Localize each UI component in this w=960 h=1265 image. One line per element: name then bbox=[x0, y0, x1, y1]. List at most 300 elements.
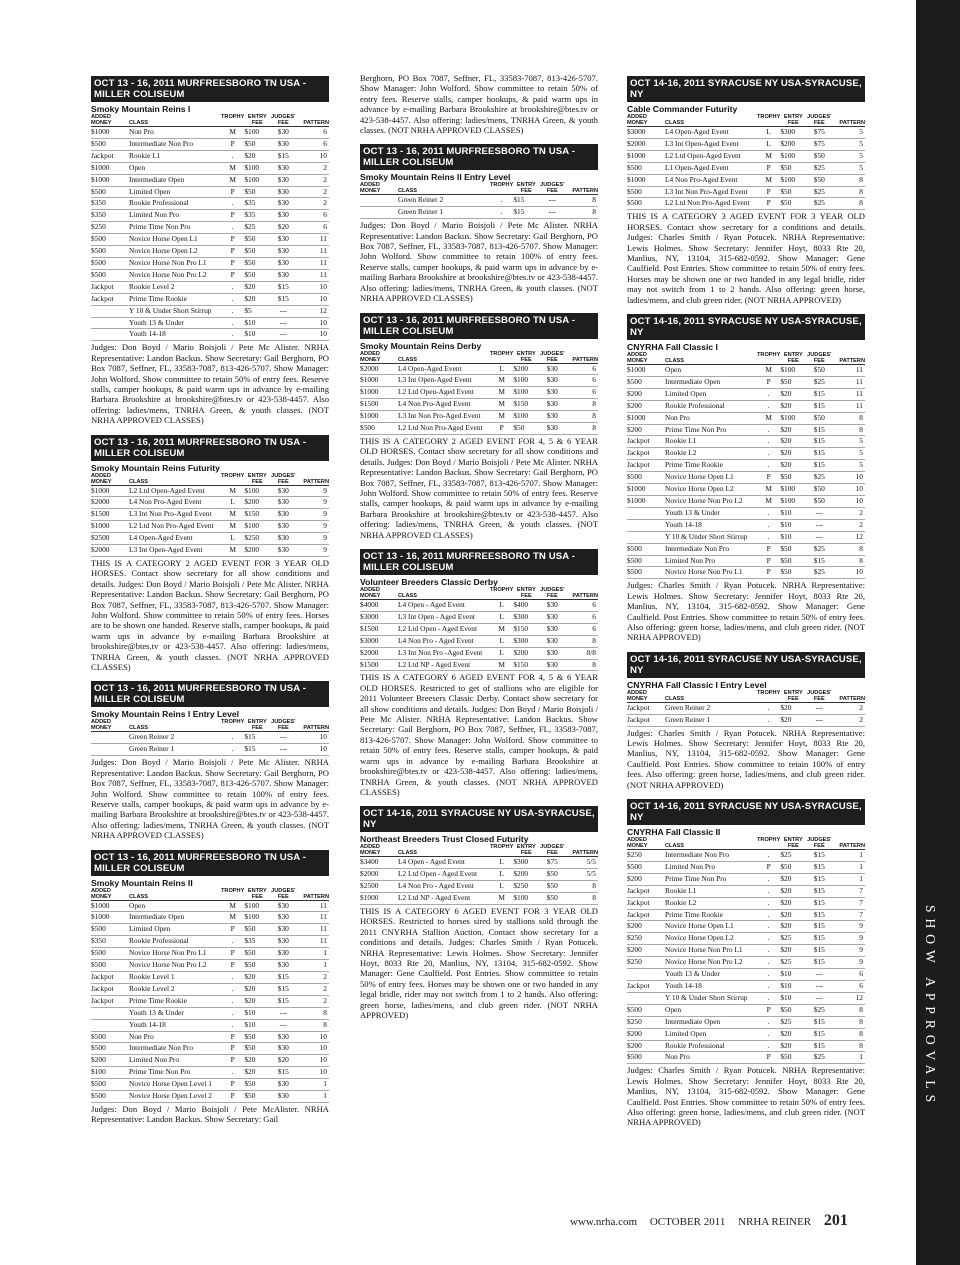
class-name: L2 Ltd Non Pro-Aged Event bbox=[398, 423, 490, 435]
entry-fee: $20 bbox=[780, 873, 806, 885]
col-head-trophy: TROPHY bbox=[221, 114, 245, 120]
judges-fee: $75 bbox=[539, 857, 565, 869]
pattern: 6 bbox=[296, 210, 329, 222]
col-head-pattern: PATTERN bbox=[296, 894, 329, 901]
col-head-entry-fee: FEE bbox=[244, 120, 270, 127]
added-money bbox=[91, 305, 129, 317]
pattern: 10 bbox=[296, 1031, 329, 1043]
added-money: $1000 bbox=[360, 375, 398, 387]
judges-fee: $15 bbox=[806, 424, 832, 436]
col-head-entry-fee: FEE bbox=[244, 894, 270, 901]
entry-fee: $50 bbox=[513, 423, 539, 435]
added-money: $100 bbox=[91, 1067, 129, 1079]
trophy: . bbox=[757, 909, 780, 921]
pattern: 8 bbox=[565, 659, 598, 671]
added-money: $200 bbox=[627, 400, 665, 412]
entry-fee: $20 bbox=[780, 436, 806, 448]
added-money: $500 bbox=[627, 198, 665, 210]
class-name: Limited Open bbox=[665, 388, 757, 400]
class-name: L2 Ltd Open - Aged Event bbox=[398, 623, 490, 635]
class-name: Youth 13 & Under bbox=[129, 1007, 221, 1019]
added-money: $3000 bbox=[627, 127, 665, 139]
trophy: . bbox=[221, 150, 244, 162]
show-title: Cable Commander Futurity bbox=[627, 104, 738, 114]
table-row bbox=[627, 150, 865, 162]
page-number: 201 bbox=[823, 1212, 848, 1229]
judges-fee: $30 bbox=[270, 246, 296, 258]
pattern: 9 bbox=[296, 545, 329, 557]
entry-fee: $100 bbox=[780, 484, 806, 496]
entry-fee: $20 bbox=[244, 995, 270, 1007]
column-2 bbox=[360, 72, 598, 1029]
entry-fee: $50 bbox=[780, 543, 806, 555]
show-title: CNYRHA Fall Classic II bbox=[627, 827, 721, 837]
class-name: Novice Horse Open Level 1 bbox=[129, 1079, 221, 1091]
trophy: L bbox=[490, 647, 513, 659]
pattern: 5 bbox=[832, 448, 865, 460]
judges-fee: $30 bbox=[270, 497, 296, 509]
entry-fee: $100 bbox=[780, 495, 806, 507]
trophy: L bbox=[221, 497, 244, 509]
col-head-money: MONEY bbox=[360, 593, 398, 600]
pattern: 2 bbox=[832, 507, 865, 519]
pattern: 6 bbox=[296, 138, 329, 150]
class-name: L3 Int Non Pro -Aged Event bbox=[398, 647, 490, 659]
entry-fee: $10 bbox=[244, 329, 270, 341]
table-row bbox=[627, 1052, 865, 1064]
judges-fee: $15 bbox=[806, 1016, 832, 1028]
col-head-class: CLASS bbox=[665, 358, 757, 365]
col-head-judges-fee: FEE bbox=[270, 725, 296, 732]
added-money: Jackpot bbox=[627, 436, 665, 448]
class-name: Rookie Professional bbox=[665, 400, 757, 412]
col-head-class: CLASS bbox=[665, 120, 757, 127]
judges-fee: --- bbox=[539, 195, 565, 207]
trophy: . bbox=[757, 957, 780, 969]
judges-fee: $25 bbox=[806, 186, 832, 198]
col-head-pattern: PATTERN bbox=[296, 479, 329, 486]
entry-fee: $50 bbox=[244, 1091, 270, 1103]
col-head-judges: JUDGES' bbox=[540, 182, 565, 189]
entry-fee: $10 bbox=[780, 531, 806, 543]
pattern: 1 bbox=[296, 1079, 329, 1091]
col-head-pattern: PATTERN bbox=[832, 120, 865, 127]
judges-fee: $25 bbox=[806, 472, 832, 484]
entry-fee: $150 bbox=[513, 399, 539, 411]
judges-fee: $15 bbox=[806, 909, 832, 921]
show-details: Judges: Don Boyd / Mario Boisjoli / Pete Mc Alister. NRHA Representative: Landon Backus. Show Secretary: Gail Berghorn, PO Box 7087, Seffner, FL, 33583-7087, 813-426-5707. Show Manager: John Wolford. Show committee to retain 100% of entry fees. Reserve stalls, camper hookups, & paid warm ups in advance by e-mailing Barbara Brookshire at brookshire@btes.tv or 423-538-4457. Also offering: ladies/mens, TNRHA Green, & youth classes. (NOT NRHA APPROVED CLASSES) bbox=[91, 757, 329, 841]
table-row bbox=[627, 567, 865, 579]
table-row bbox=[91, 1067, 329, 1079]
added-money: $1000 bbox=[91, 912, 129, 924]
trophy: L bbox=[490, 881, 513, 893]
added-money: Jackpot bbox=[91, 983, 129, 995]
footer-issue: OCTOBER 2011 bbox=[649, 1216, 726, 1228]
col-head-added: ADDED bbox=[360, 350, 380, 357]
show-title: Smoky Mountain Reins Derby bbox=[360, 340, 482, 351]
added-money: $4000 bbox=[360, 600, 398, 612]
show-listing bbox=[91, 850, 329, 1125]
table-row bbox=[627, 472, 865, 484]
entry-fee: $100 bbox=[244, 521, 270, 533]
added-money: $500 bbox=[91, 1031, 129, 1043]
class-name: Green Reiner 2 bbox=[129, 732, 221, 744]
table-row bbox=[627, 1040, 865, 1052]
table-row bbox=[360, 611, 598, 623]
added-money: $2000 bbox=[360, 647, 398, 659]
entry-fee: $10 bbox=[780, 992, 806, 1004]
judges-fee: $30 bbox=[539, 623, 565, 635]
judges-fee: $30 bbox=[270, 900, 296, 912]
table-row bbox=[91, 983, 329, 995]
col-head-entry: ENTRY bbox=[783, 114, 803, 120]
class-name: Youth 14-18 bbox=[665, 980, 757, 992]
trophy: . bbox=[757, 1028, 780, 1040]
page-footer bbox=[570, 1212, 848, 1230]
class-name: L2 Ltd Non Pro-Aged Event bbox=[129, 521, 221, 533]
trophy: . bbox=[221, 293, 244, 305]
judges-fee: $30 bbox=[270, 924, 296, 936]
table-row bbox=[627, 376, 865, 388]
judges-fee: $15 bbox=[806, 897, 832, 909]
judges-fee: $30 bbox=[270, 1043, 296, 1055]
entry-fee: $20 bbox=[244, 971, 270, 983]
added-money: $200 bbox=[627, 388, 665, 400]
class-table bbox=[360, 182, 598, 219]
trophy: P bbox=[757, 555, 780, 567]
trophy: P bbox=[221, 246, 244, 258]
trophy: . bbox=[221, 995, 244, 1007]
pattern: 9 bbox=[832, 945, 865, 957]
pattern: 8 bbox=[565, 399, 598, 411]
entry-fee: $100 bbox=[244, 174, 270, 186]
pattern: 2 bbox=[296, 983, 329, 995]
trophy: P bbox=[221, 1055, 244, 1067]
trophy: P bbox=[221, 1031, 244, 1043]
judges-fee: $30 bbox=[539, 611, 565, 623]
pattern: 8 bbox=[565, 635, 598, 647]
judges-fee: $50 bbox=[806, 495, 832, 507]
show-header: OCT 14-16, 2011 SYRACUSE NY USA-SYRACUSE, NY bbox=[627, 314, 865, 340]
trophy: . bbox=[757, 945, 780, 957]
show-listing bbox=[360, 73, 598, 135]
trophy: . bbox=[490, 207, 513, 219]
col-head-added: ADDED bbox=[360, 587, 380, 593]
col-head-added: ADDED bbox=[360, 182, 380, 189]
pattern: 5/5 bbox=[565, 869, 598, 881]
class-name: Prime Time Rookie bbox=[665, 460, 757, 472]
col-head-added: ADDED bbox=[627, 352, 647, 358]
class-name: L2 Ltd Open-Aged Event bbox=[129, 485, 221, 497]
trophy: M bbox=[757, 484, 780, 496]
entry-fee: $100 bbox=[513, 387, 539, 399]
table-row bbox=[627, 460, 865, 472]
entry-fee: $50 bbox=[244, 1031, 270, 1043]
show-listing bbox=[627, 314, 865, 643]
show-listing bbox=[360, 313, 598, 541]
entry-fee: $100 bbox=[780, 365, 806, 377]
class-name: Intermediate Open bbox=[129, 912, 221, 924]
table-row bbox=[627, 969, 865, 981]
judges-fee: $30 bbox=[270, 138, 296, 150]
pattern: 9 bbox=[832, 933, 865, 945]
class-name: Novice Horse Open L2 bbox=[665, 933, 757, 945]
added-money bbox=[360, 207, 398, 219]
added-money: $1500 bbox=[360, 623, 398, 635]
pattern: 8 bbox=[832, 198, 865, 210]
judges-fee: $50 bbox=[806, 150, 832, 162]
col-head-added: ADDED bbox=[627, 689, 647, 696]
table-row bbox=[91, 485, 329, 497]
judges-fee: $15 bbox=[806, 921, 832, 933]
col-head-added: ADDED bbox=[627, 837, 647, 843]
judges-fee: $15 bbox=[270, 995, 296, 1007]
entry-fee: $50 bbox=[244, 948, 270, 960]
entry-fee: $35 bbox=[244, 210, 270, 222]
added-money bbox=[91, 732, 129, 744]
entry-fee: $100 bbox=[244, 162, 270, 174]
entry-fee: $50 bbox=[244, 1079, 270, 1091]
col-head-pattern: PATTERN bbox=[565, 593, 598, 600]
judges-fee: --- bbox=[806, 969, 832, 981]
entry-fee: $50 bbox=[780, 162, 806, 174]
pattern: 6 bbox=[832, 969, 865, 981]
pattern: 1 bbox=[832, 1052, 865, 1064]
judges-fee: $30 bbox=[270, 210, 296, 222]
entry-fee: $50 bbox=[780, 472, 806, 484]
col-head-money: MONEY bbox=[360, 357, 398, 364]
table-row bbox=[627, 850, 865, 862]
class-name: Non Pro bbox=[665, 1052, 757, 1064]
show-title: Smoky Mountain Reins II Entry Level bbox=[360, 172, 511, 183]
trophy: . bbox=[757, 460, 780, 472]
entry-fee: $100 bbox=[244, 900, 270, 912]
pattern: 8 bbox=[832, 1016, 865, 1028]
pattern: 10 bbox=[296, 732, 329, 744]
added-money: $500 bbox=[627, 555, 665, 567]
class-name: Green Reiner 2 bbox=[398, 195, 490, 207]
col-head-added: ADDED bbox=[91, 472, 111, 479]
judges-fee: $25 bbox=[806, 162, 832, 174]
trophy: M bbox=[757, 150, 780, 162]
class-name: L3 Int Non Pro-Aged Event bbox=[398, 411, 490, 423]
table-row bbox=[91, 150, 329, 162]
trophy: . bbox=[757, 424, 780, 436]
judges-fee: --- bbox=[806, 702, 832, 714]
pattern: 10 bbox=[832, 567, 865, 579]
entry-fee: $300 bbox=[513, 635, 539, 647]
added-money: Jackpot bbox=[91, 150, 129, 162]
judges-fee: $15 bbox=[806, 850, 832, 862]
pattern: 2 bbox=[296, 995, 329, 1007]
table-row bbox=[627, 424, 865, 436]
pattern: 5 bbox=[832, 138, 865, 150]
table-row bbox=[91, 1007, 329, 1019]
show-listing bbox=[627, 799, 865, 1128]
entry-fee: $10 bbox=[780, 519, 806, 531]
col-head-class: CLASS bbox=[665, 843, 757, 850]
trophy: M bbox=[490, 893, 513, 905]
show-listing bbox=[360, 549, 598, 797]
col-head-entry-fee: FEE bbox=[780, 843, 806, 850]
col-head-money: MONEY bbox=[91, 725, 129, 732]
trophy: P bbox=[757, 1004, 780, 1016]
trophy: P bbox=[221, 138, 244, 150]
class-name: Prime Time Rookie bbox=[129, 995, 221, 1007]
added-money: $250 bbox=[627, 957, 665, 969]
footer-url[interactable]: www.nrha.com bbox=[570, 1216, 638, 1228]
entry-fee: $10 bbox=[244, 1007, 270, 1019]
trophy: M bbox=[757, 365, 780, 377]
entry-fee: $100 bbox=[513, 375, 539, 387]
pattern: 5 bbox=[832, 436, 865, 448]
table-row bbox=[91, 198, 329, 210]
table-row bbox=[360, 635, 598, 647]
added-money: $500 bbox=[91, 948, 129, 960]
col-head-trophy: TROPHY bbox=[757, 837, 781, 843]
col-head-entry-fee: FEE bbox=[244, 479, 270, 486]
judges-fee: $15 bbox=[806, 873, 832, 885]
added-money: $1000 bbox=[91, 174, 129, 186]
table-row bbox=[627, 957, 865, 969]
column-1 bbox=[91, 76, 329, 1134]
trophy: . bbox=[221, 329, 244, 341]
table-row bbox=[91, 497, 329, 509]
table-row bbox=[91, 900, 329, 912]
table-row bbox=[627, 127, 865, 139]
col-head-judges: JUDGES' bbox=[540, 350, 565, 357]
table-row bbox=[627, 909, 865, 921]
col-head-judges-fee: FEE bbox=[806, 843, 832, 850]
pattern: 2 bbox=[832, 714, 865, 726]
table-row bbox=[627, 897, 865, 909]
pattern: 11 bbox=[296, 900, 329, 912]
entry-fee: $50 bbox=[244, 257, 270, 269]
table-row bbox=[627, 921, 865, 933]
trophy: . bbox=[757, 969, 780, 981]
pattern: 9 bbox=[296, 533, 329, 545]
pattern: 11 bbox=[832, 376, 865, 388]
judges-fee: $50 bbox=[806, 484, 832, 496]
col-head-entry-fee: FEE bbox=[513, 188, 539, 195]
class-name: Rookie Level 2 bbox=[129, 281, 221, 293]
class-name: Novice Horse Open L2 bbox=[129, 246, 221, 258]
col-head-trophy: TROPHY bbox=[757, 114, 781, 120]
table-row bbox=[91, 533, 329, 545]
entry-fee: $50 bbox=[244, 186, 270, 198]
col-head-trophy: TROPHY bbox=[490, 182, 514, 189]
pattern: 10 bbox=[296, 293, 329, 305]
class-name: Novice Horse Open L1 bbox=[665, 472, 757, 484]
pattern: 10 bbox=[832, 495, 865, 507]
entry-fee: $20 bbox=[244, 281, 270, 293]
trophy: . bbox=[221, 198, 244, 210]
col-head-money: MONEY bbox=[91, 120, 129, 127]
class-table bbox=[360, 844, 598, 905]
table-row bbox=[360, 881, 598, 893]
pattern: 7 bbox=[832, 909, 865, 921]
judges-fee: $30 bbox=[270, 936, 296, 948]
col-head-judges-fee: FEE bbox=[806, 120, 832, 127]
trophy: . bbox=[757, 980, 780, 992]
table-row bbox=[627, 186, 865, 198]
class-name: L4 Open-Aged Event bbox=[398, 363, 490, 375]
show-title: Smoky Mountain Reins Futurity bbox=[91, 462, 220, 473]
table-row bbox=[91, 509, 329, 521]
table-row bbox=[627, 412, 865, 424]
trophy: . bbox=[221, 732, 244, 744]
show-details: Judges: Charles Smith / Ryan Potucek. NRHA Representative: Lewis Holmes. Show Secretary: Jennifer Hoyt, 8033 Rte 20, Manlius, NY, 13104, 315-682-0592. Show Manager: Gene Caulfield. Post Entries. Show committee to retain 50% of entry fees. Also offering: green horse, ladies/mens, and club green rider. (NOT NRHA APPROVED) bbox=[627, 580, 865, 643]
entry-fee: $100 bbox=[244, 127, 270, 139]
added-money: $350 bbox=[91, 210, 129, 222]
table-row bbox=[360, 647, 598, 659]
class-name: Youth 13 & Under bbox=[665, 507, 757, 519]
table-row bbox=[627, 484, 865, 496]
class-name: Y 10 & Under Short Stirrup bbox=[129, 305, 221, 317]
added-money: $500 bbox=[627, 162, 665, 174]
class-table bbox=[91, 473, 329, 557]
pattern: 1 bbox=[832, 873, 865, 885]
pattern: 2 bbox=[832, 519, 865, 531]
table-row bbox=[360, 869, 598, 881]
judges-fee: $20 bbox=[270, 1055, 296, 1067]
class-name: L1 Open-Aged Event bbox=[665, 162, 757, 174]
class-name: Limited Open bbox=[129, 924, 221, 936]
pattern: 7 bbox=[832, 885, 865, 897]
col-head-money: MONEY bbox=[627, 120, 665, 127]
table-row bbox=[627, 980, 865, 992]
entry-fee: $200 bbox=[244, 545, 270, 557]
added-money bbox=[91, 1007, 129, 1019]
entry-fee: $50 bbox=[244, 924, 270, 936]
trophy: . bbox=[221, 281, 244, 293]
judges-fee: --- bbox=[270, 317, 296, 329]
pattern: 9 bbox=[832, 921, 865, 933]
judges-fee: --- bbox=[270, 1007, 296, 1019]
class-table bbox=[91, 888, 329, 1103]
show-details: Judges: Don Boyd / Mario Boisjoli / Pete McAlister. NRHA Representative: Landon Backus. Show Secretary: Gail bbox=[91, 1103, 329, 1125]
table-row bbox=[627, 543, 865, 555]
judges-fee: $15 bbox=[270, 293, 296, 305]
entry-fee: $200 bbox=[513, 363, 539, 375]
added-money: $1000 bbox=[91, 900, 129, 912]
added-money: $500 bbox=[627, 472, 665, 484]
added-money: $1500 bbox=[360, 399, 398, 411]
judges-fee: --- bbox=[806, 519, 832, 531]
pattern: 5 bbox=[832, 150, 865, 162]
pattern: 11 bbox=[832, 388, 865, 400]
class-name: Rookie Level 2 bbox=[129, 983, 221, 995]
class-name: L4 Non Pro-Aged Event bbox=[129, 497, 221, 509]
added-money: $2000 bbox=[360, 869, 398, 881]
class-name: L3 Int Open-Aged Event bbox=[129, 545, 221, 557]
table-row bbox=[360, 659, 598, 671]
judges-fee: $15 bbox=[270, 150, 296, 162]
judges-fee: $15 bbox=[806, 448, 832, 460]
col-head-entry-fee: FEE bbox=[244, 725, 270, 732]
entry-fee: $150 bbox=[513, 659, 539, 671]
pattern: 5 bbox=[832, 460, 865, 472]
added-money: $500 bbox=[627, 1052, 665, 1064]
col-head-entry: ENTRY bbox=[516, 350, 536, 357]
pattern: 11 bbox=[296, 269, 329, 281]
judges-fee: $15 bbox=[806, 945, 832, 957]
pattern: 11 bbox=[296, 912, 329, 924]
judges-fee: $15 bbox=[806, 460, 832, 472]
pattern: 8 bbox=[296, 1019, 329, 1031]
pattern: 6 bbox=[832, 980, 865, 992]
col-head-entry: ENTRY bbox=[783, 689, 803, 696]
